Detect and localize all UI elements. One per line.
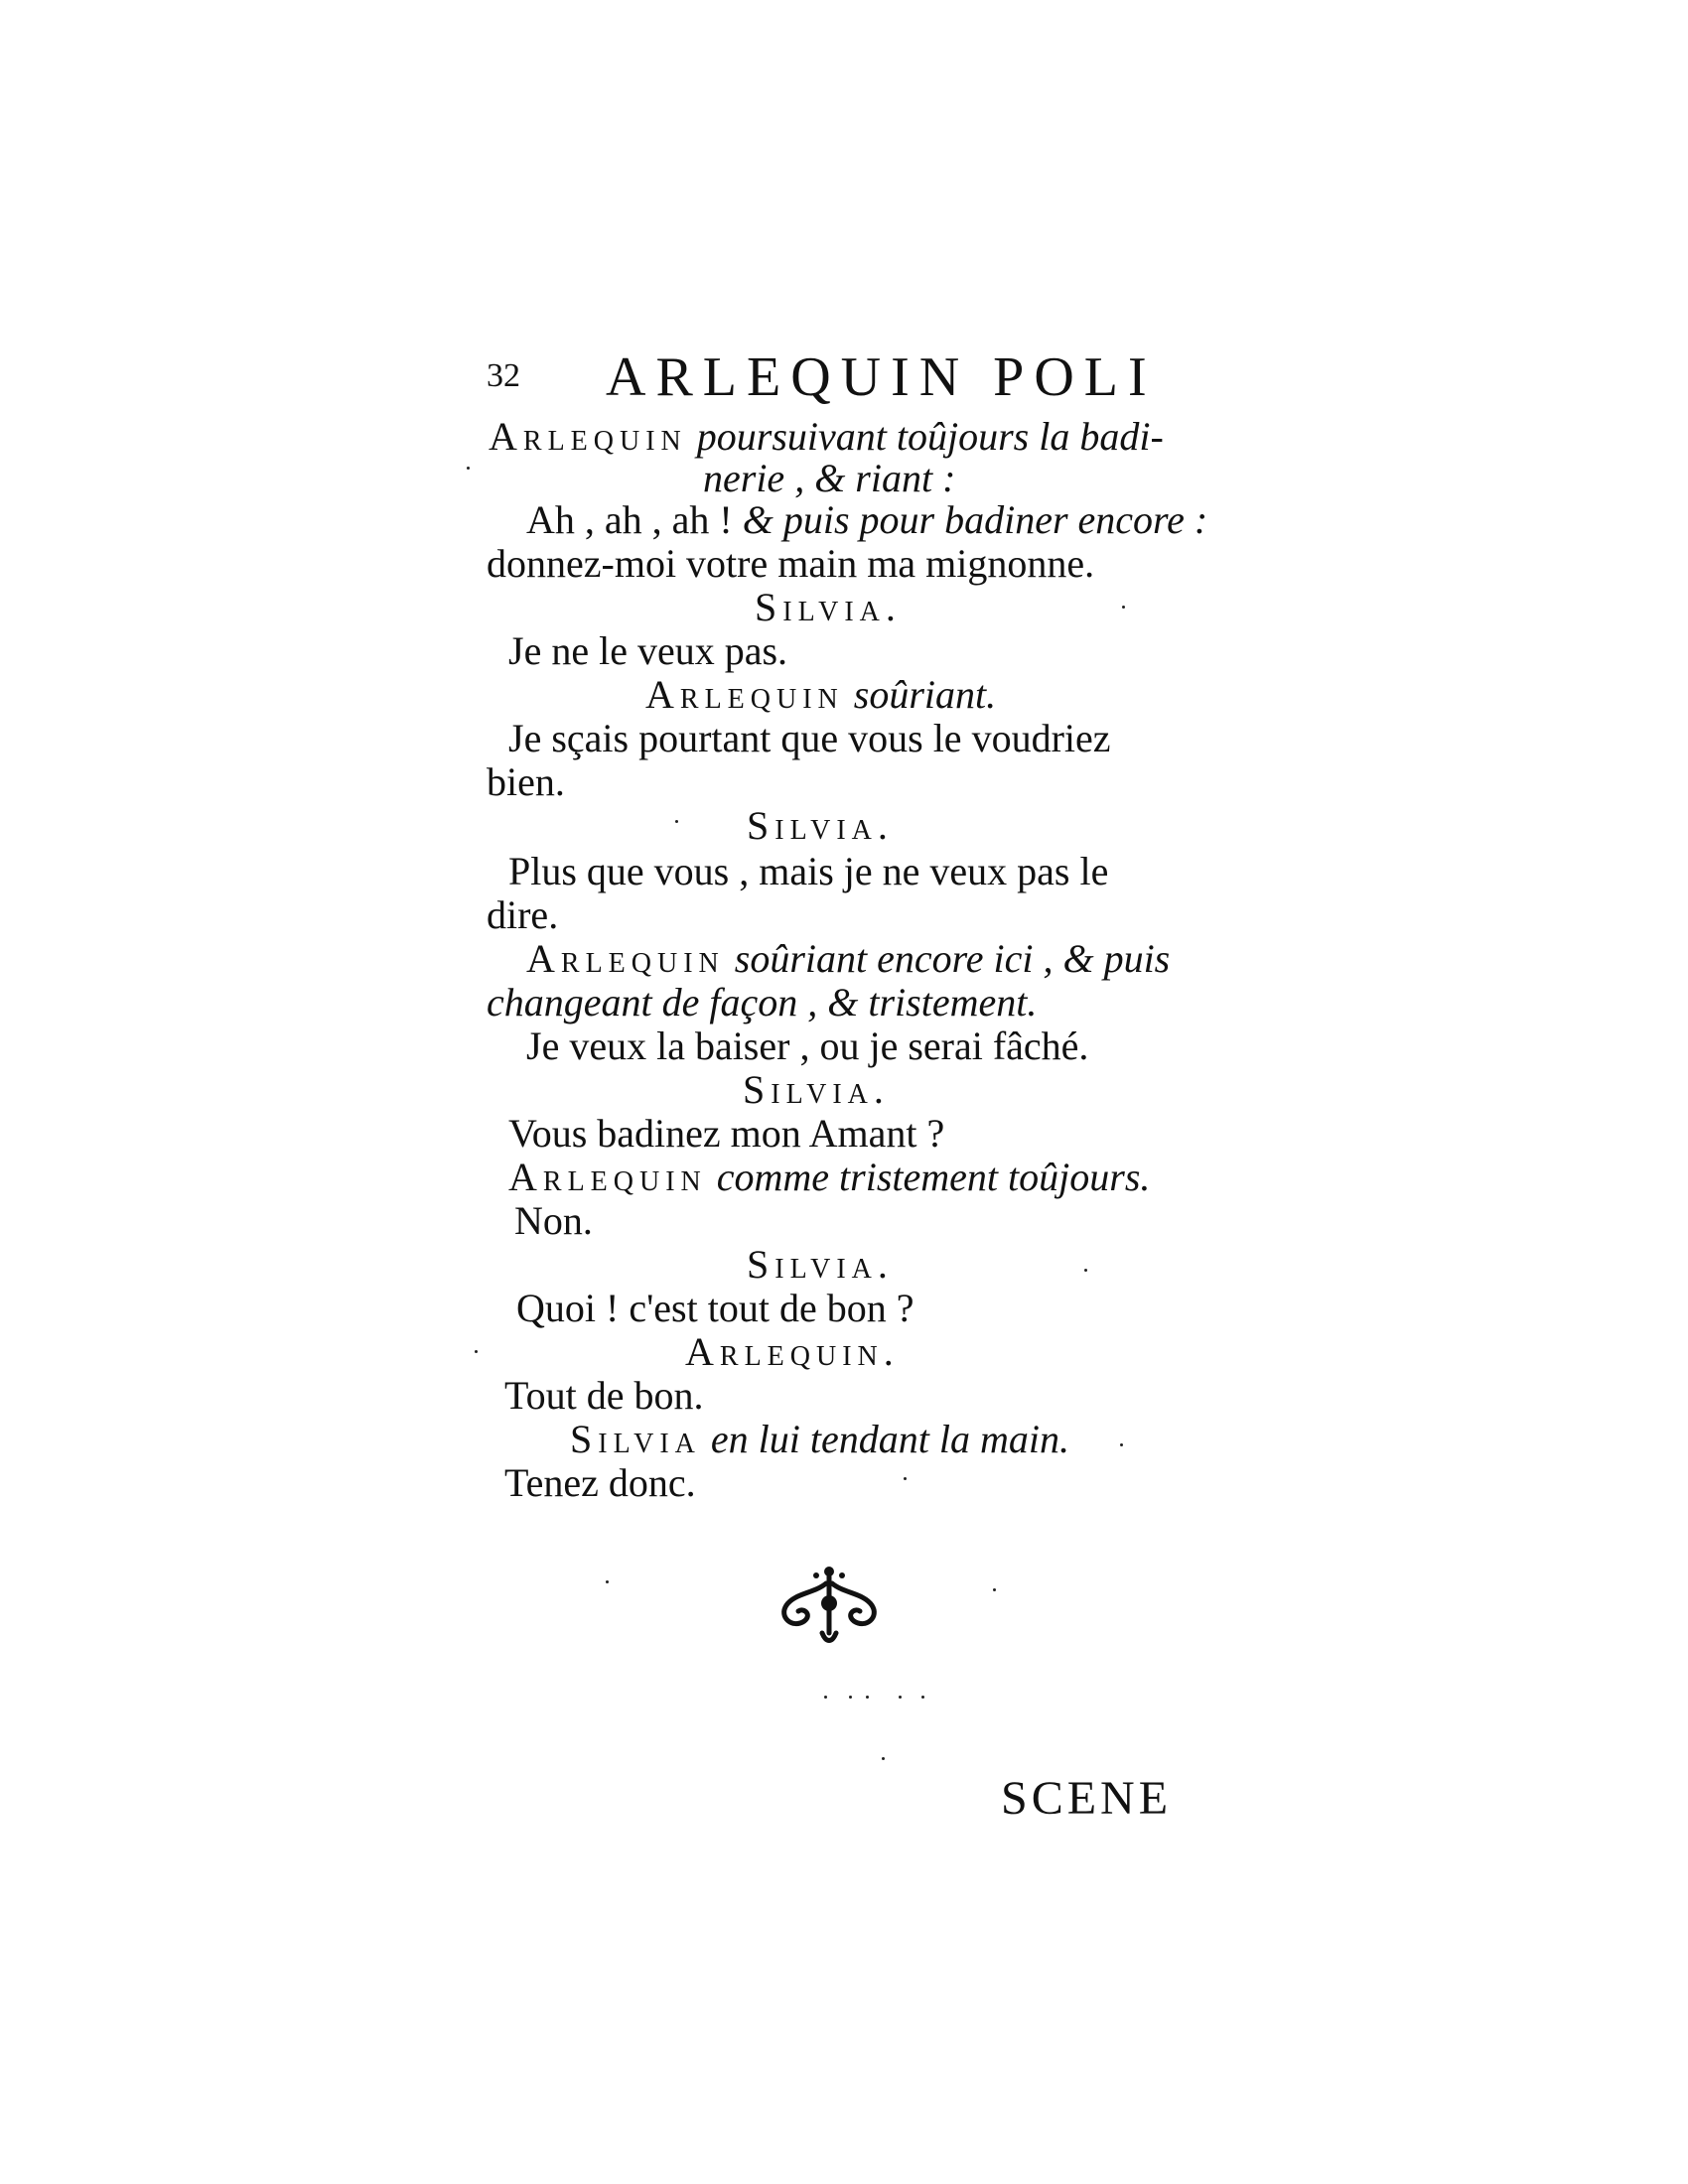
speaker-name: Arlequin	[526, 936, 725, 981]
speck	[921, 1696, 924, 1699]
speck	[467, 467, 470, 470]
dialogue-line	[516, 1286, 914, 1330]
speaker-name: Arlequin	[645, 672, 844, 717]
speck	[824, 1696, 827, 1699]
dialogue-text: Vous badinez mon Amant ?	[508, 1111, 945, 1156]
stage-direction: & puis pour badiner encore :	[742, 497, 1208, 542]
dialogue-line	[514, 1198, 593, 1243]
stage-direction: comme tristement toûjours.	[716, 1155, 1151, 1199]
speck	[1084, 1269, 1087, 1272]
dialogue-text: Je veux la baiser , ou je serai fâché.	[526, 1024, 1089, 1068]
speck	[606, 1580, 609, 1583]
dialogue-line	[526, 497, 1208, 542]
speaker-name: Silvia.	[755, 585, 902, 629]
speaker-name: Silvia.	[747, 1242, 894, 1287]
stage-line	[489, 414, 1164, 459]
running-title: ARLEQUIN POLI	[606, 346, 1157, 408]
speaker-heading	[755, 585, 902, 629]
dialogue-text: bien.	[487, 759, 565, 804]
speaker-heading	[743, 1067, 890, 1112]
dialogue-line	[487, 541, 1095, 586]
dialogue-text: Non.	[514, 1198, 593, 1243]
stage-line	[487, 980, 1038, 1024]
dialogue-text: dire.	[487, 892, 559, 937]
stage-direction: soûriant encore ici , & puis	[734, 936, 1171, 981]
speaker-name: Silvia.	[743, 1067, 890, 1112]
stage-line	[645, 672, 997, 717]
dialogue-line	[487, 892, 559, 937]
speaker-heading	[747, 803, 894, 848]
page-number: 32	[487, 357, 520, 394]
speck	[1120, 1443, 1123, 1446]
speck	[675, 820, 678, 823]
dialogue-text: Quoi ! c'est tout de bon ?	[516, 1286, 914, 1330]
stage-line	[508, 1155, 1151, 1199]
dialogue-line	[526, 1026, 1088, 1066]
stage-line	[703, 456, 956, 500]
speaker-heading	[685, 1329, 900, 1374]
dialogue-text: Tenez donc.	[504, 1460, 696, 1505]
stage-direction: nerie , & riant :	[703, 456, 956, 500]
dialogue-text: Ah , ah , ah !	[526, 497, 733, 542]
stage-line	[526, 936, 1171, 981]
speaker-heading	[747, 1242, 894, 1287]
dialogue-text: Je ne le veux pas.	[508, 628, 788, 673]
speaker-name: Arlequin	[508, 1155, 707, 1199]
dialogue-line	[504, 1373, 704, 1418]
speck	[475, 1350, 478, 1353]
dialogue-line	[508, 849, 1109, 893]
speck	[993, 1588, 996, 1591]
stage-line	[570, 1417, 1069, 1461]
dialogue-text: donnez-moi votre main ma mignonne.	[487, 541, 1095, 586]
speck	[882, 1757, 885, 1760]
dialogue-line	[508, 628, 788, 673]
speck	[866, 1696, 869, 1699]
dialogue-line	[487, 759, 565, 804]
stage-direction: en lui tendant la main.	[710, 1417, 1069, 1461]
dialogue-line	[504, 1460, 696, 1505]
catchword: SCENE	[1001, 1772, 1173, 1825]
dialogue-line	[508, 1111, 945, 1156]
stage-direction: poursuivant toûjours la badi-	[696, 414, 1164, 459]
speck	[849, 1696, 852, 1699]
speaker-name: Silvia.	[747, 803, 894, 848]
speck	[904, 1477, 907, 1480]
dialogue-text: Plus que vous , mais je ne veux pas le	[508, 849, 1109, 893]
stage-direction: soûriant.	[853, 672, 997, 717]
dialogue-line	[508, 716, 1111, 760]
speck	[1122, 606, 1125, 609]
speaker-name: Arlequin	[489, 414, 687, 459]
dialogue-text: Tout de bon.	[504, 1373, 704, 1418]
dialogue-text: Je sçais pourtant que vous le voudriez	[508, 716, 1111, 760]
speck	[899, 1696, 902, 1699]
speaker-name: Arlequin.	[685, 1329, 900, 1374]
fleuron-ornament-icon	[765, 1564, 894, 1653]
stage-direction: changeant de façon , & tristement.	[487, 980, 1038, 1024]
speaker-name: Silvia	[570, 1417, 701, 1461]
